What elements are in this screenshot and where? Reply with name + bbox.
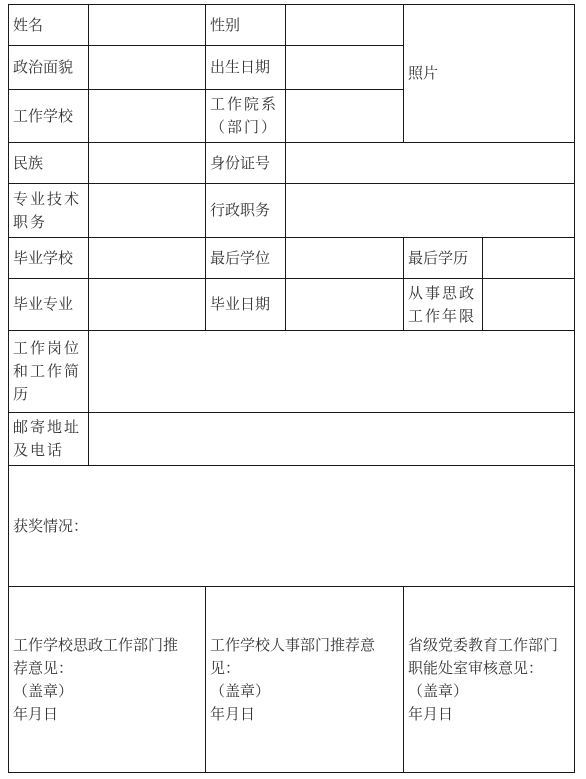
highest-degree-field[interactable]	[286, 238, 404, 279]
address-label-line1: 邮寄地址	[13, 418, 82, 436]
years-label	[404, 279, 483, 331]
name-label: 姓名	[9, 5, 89, 46]
grad-major-label: 毕业专业	[9, 279, 89, 331]
political-status-label: 政治面貌	[9, 46, 89, 90]
tech-title-label-line1: 专业技术	[13, 189, 82, 208]
ethnicity-label: 民族	[9, 143, 89, 184]
id-number-field[interactable]	[286, 143, 575, 184]
highest-education-field[interactable]	[483, 238, 575, 279]
highest-education-label: 最后学历	[404, 238, 483, 279]
job-resume-label-line2: 和工作简	[13, 362, 82, 380]
address-field[interactable]	[89, 413, 575, 466]
years-label-line1: 从事思政	[408, 283, 477, 302]
work-school-label: 工作学校	[9, 90, 89, 143]
awards-label: 获奖情况：	[13, 516, 89, 535]
birth-date-field[interactable]	[286, 46, 404, 90]
years-field[interactable]	[483, 279, 575, 331]
opinion-3-date: 年月日	[408, 704, 454, 723]
opinion-1-cell[interactable]	[9, 587, 206, 773]
job-resume-label-line1: 工作岗位	[13, 339, 82, 357]
gender-label: 性别	[206, 5, 286, 46]
years-label-line2: 工作年限	[408, 306, 477, 325]
grad-school-field[interactable]	[89, 238, 206, 279]
opinion-3-title-line2: 职能处室审核意见：	[408, 658, 544, 677]
photo-label: 照片	[408, 64, 439, 82]
name-field[interactable]	[89, 5, 206, 46]
opinion-2-cell[interactable]	[206, 587, 404, 773]
opinion-3-title-line1: 省级党委教育工作部门	[408, 635, 559, 654]
grad-date-field[interactable]	[286, 279, 404, 331]
birth-date-label: 出生日期	[206, 46, 286, 90]
photo-cell[interactable]	[404, 5, 575, 143]
ethnicity-field[interactable]	[89, 143, 206, 184]
grad-date-label: 毕业日期	[206, 279, 286, 331]
opinion-1-title-line2: 荐意见：	[13, 658, 74, 677]
grad-school-label: 毕业学校	[9, 238, 89, 279]
opinion-2-seal: （盖章）	[210, 681, 271, 700]
registration-form	[8, 4, 574, 772]
highest-degree-label: 最后学位	[206, 238, 286, 279]
grad-major-field[interactable]	[89, 279, 206, 331]
opinion-3-seal: （盖章）	[408, 681, 469, 700]
admin-position-label: 行政职务	[206, 184, 286, 238]
job-resume-label-line3: 历	[13, 385, 31, 403]
work-dept-label-line1: 工作院系	[210, 95, 279, 113]
opinion-2-title-line2: 见：	[210, 658, 241, 677]
work-school-field[interactable]	[89, 90, 206, 143]
address-label	[9, 413, 89, 466]
tech-title-label-line2: 职务	[13, 212, 48, 231]
opinion-1-title-line1: 工作学校思政工作部门推	[13, 635, 179, 654]
work-dept-label-line2: （部门）	[210, 118, 279, 136]
admin-position-field[interactable]	[286, 184, 575, 238]
job-resume-field[interactable]	[89, 331, 575, 413]
job-resume-label	[9, 331, 89, 413]
gender-field[interactable]	[286, 5, 404, 46]
address-label-line2: 及电话	[13, 441, 65, 459]
tech-title-label	[9, 184, 89, 238]
opinion-2-title-line1: 工作学校人事部门推荐意	[210, 635, 376, 654]
political-status-field[interactable]	[89, 46, 206, 90]
opinion-1-date: 年月日	[13, 704, 59, 723]
opinion-3-cell[interactable]	[404, 587, 575, 773]
tech-title-field[interactable]	[89, 184, 206, 238]
work-dept-label	[206, 90, 286, 143]
opinion-1-seal: （盖章）	[13, 681, 74, 700]
opinion-2-date: 年月日	[210, 704, 256, 723]
work-dept-field[interactable]	[286, 90, 404, 143]
awards-cell[interactable]	[9, 466, 575, 587]
form-table	[8, 4, 575, 773]
id-number-label: 身份证号	[206, 143, 286, 184]
